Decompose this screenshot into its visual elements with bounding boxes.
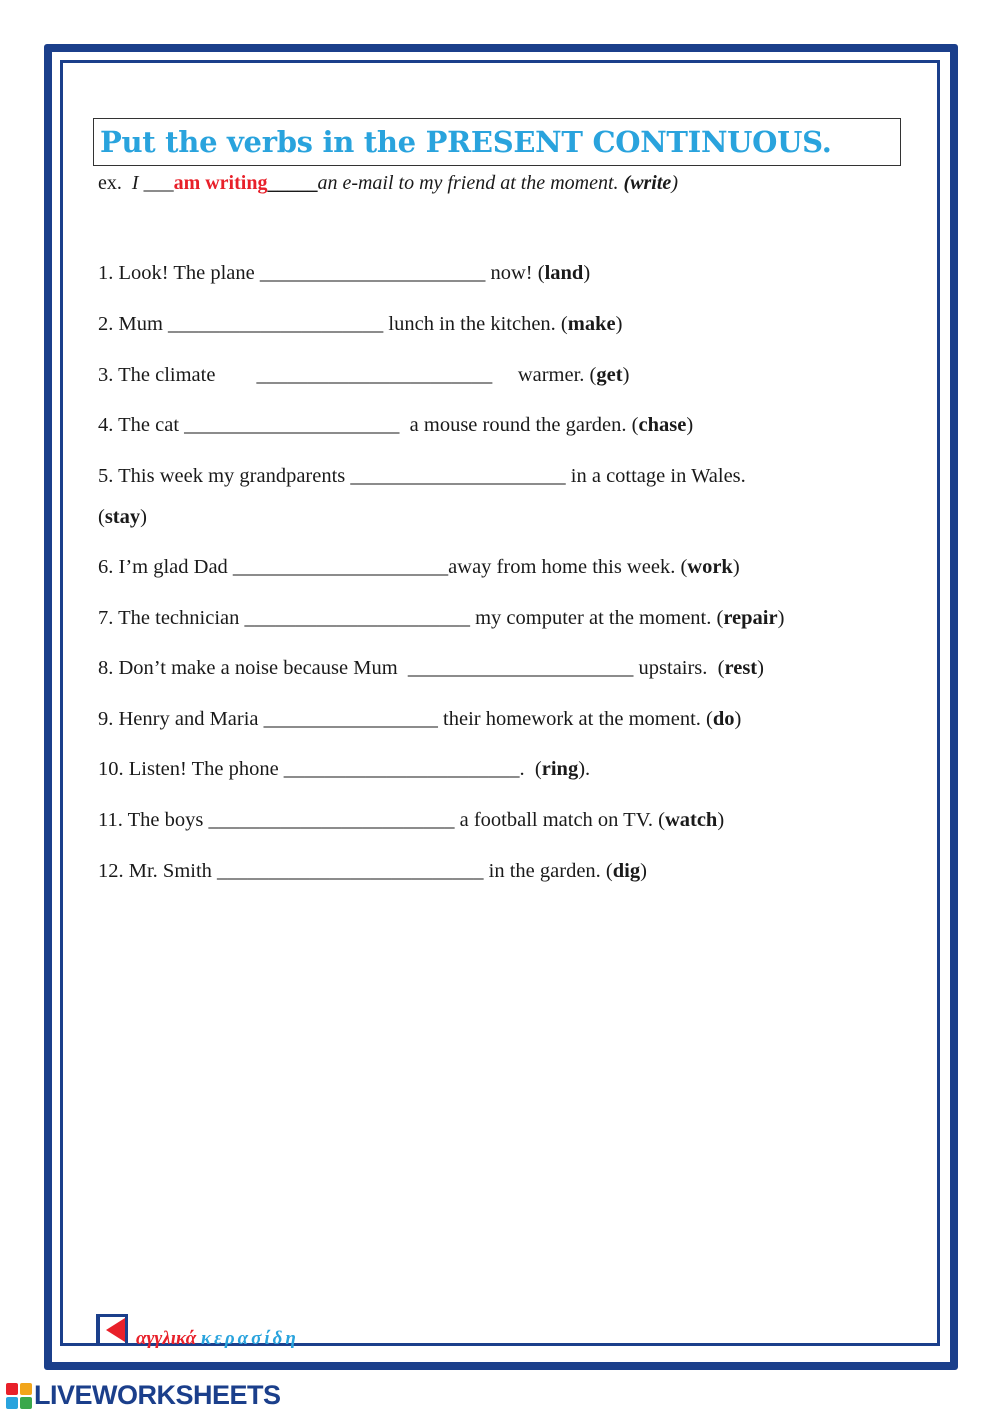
example-subject: I (131, 172, 139, 194)
question-close: ) (686, 414, 694, 436)
question-text: 7. The technician ______________________ my computer at the moment. ( (98, 607, 724, 629)
liveworksheets-grid-icon (6, 1383, 32, 1409)
question-7[interactable] (98, 607, 784, 630)
logo-text-blue: κερασίδη (201, 1328, 299, 1349)
question-verb: work (687, 556, 733, 578)
title-box (93, 118, 901, 166)
question-close: ) (732, 556, 740, 578)
question-verb: repair (723, 607, 778, 629)
question-11[interactable] (98, 809, 724, 832)
question-verb: get (596, 364, 623, 386)
question-close: ) (622, 364, 630, 386)
question-text: 6. I’m glad Dad _____________________away from home this week. ( (98, 556, 688, 578)
question-verb: stay (104, 506, 141, 528)
question-text: 1. Look! The plane ______________________ now! ( (98, 262, 545, 284)
question-verb: chase (638, 414, 687, 436)
question-3[interactable] (98, 364, 629, 387)
question-5-verb-line (98, 506, 147, 529)
logo-text (136, 1328, 299, 1350)
question-close: ) (140, 506, 147, 528)
question-text: 5. This week my grandparents _____________________ in a cottage in Wales. (98, 465, 746, 487)
liveworksheets-brand[interactable] (6, 1380, 296, 1410)
question-10[interactable] (98, 758, 590, 781)
question-12[interactable] (98, 860, 647, 883)
example-verb-close: ) (671, 172, 678, 194)
question-text: 3. The climate _______________________ warmer. ( (98, 364, 597, 386)
example-verb: write (630, 172, 672, 194)
question-6[interactable] (98, 556, 740, 579)
question-close: ) (640, 860, 647, 882)
logo-text-red: αγγλικά (136, 1328, 197, 1349)
question-open: ( (98, 506, 105, 528)
example-answer: am writing (173, 172, 268, 194)
question-2[interactable] (98, 313, 622, 336)
question-text: 8. Don’t make a noise because Mum ______________________ upstairs. ( (98, 657, 725, 679)
example-rest: an e-mail to my friend at the moment. (317, 172, 619, 194)
question-close: ) (757, 657, 764, 679)
logo-flag-icon (96, 1314, 128, 1346)
question-8[interactable] (98, 657, 764, 680)
example-blank-before: ___ (143, 172, 174, 194)
question-verb: do (712, 708, 735, 730)
example-verb-open: ( (623, 172, 631, 194)
question-4[interactable] (98, 414, 693, 437)
question-verb: dig (612, 860, 641, 882)
question-verb: ring (541, 758, 579, 780)
question-verb: make (567, 313, 616, 335)
question-5[interactable] (98, 465, 746, 488)
page-frame-inner (60, 60, 940, 1346)
question-close: ). (578, 758, 591, 780)
question-close: ) (717, 809, 725, 831)
question-close: ) (615, 313, 623, 335)
question-text: 10. Listen! The phone _______________________. ( (98, 758, 542, 780)
question-text: 9. Henry and Maria _________________ their homework at the moment. ( (98, 708, 713, 730)
question-9[interactable] (98, 708, 741, 731)
question-verb: watch (664, 809, 718, 831)
author-logo (96, 1314, 326, 1350)
question-close: ) (583, 262, 591, 284)
question-text: 2. Mum _____________________ lunch in the kitchen. ( (98, 313, 568, 335)
question-text: 4. The cat _____________________ a mouse round the garden. ( (98, 414, 639, 436)
question-1[interactable] (98, 262, 590, 285)
question-text: 11. The boys ________________________ a football match on TV. ( (98, 809, 665, 831)
example-prefix: ex. (98, 172, 122, 194)
question-verb: rest (724, 657, 758, 679)
example-line (98, 172, 678, 195)
liveworksheets-text: LIVEWORKSHEETS (34, 1380, 281, 1410)
question-text: 12. Mr. Smith __________________________ in the garden. ( (98, 860, 613, 882)
question-close: ) (734, 708, 742, 730)
worksheet-title: Put the verbs in the PRESENT CONTINUOUS. (100, 125, 832, 159)
question-close: ) (777, 607, 785, 629)
question-verb: land (544, 262, 584, 284)
example-blank-after: _____ (267, 172, 318, 194)
